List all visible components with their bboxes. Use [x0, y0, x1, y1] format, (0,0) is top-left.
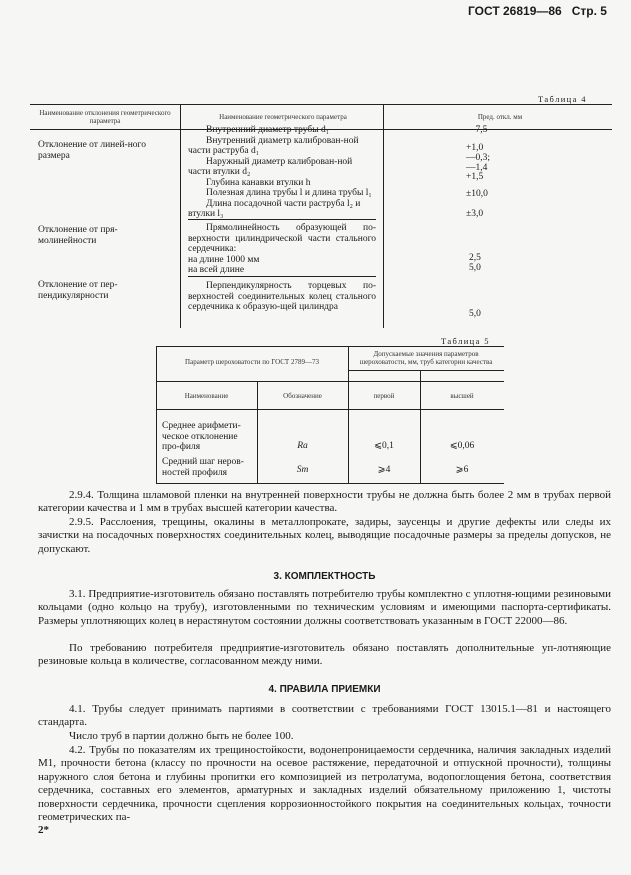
table5-row1-symbol: Ra: [297, 441, 308, 451]
table5-bottom-rule: [156, 483, 504, 484]
param-sleeve-diameter: Наружный диаметр калиброван-ной части втулки d₂: [188, 156, 353, 177]
param-straightness: Прямолинейность образующей по-верхности цилиндрической части стального сердечника:: [188, 223, 376, 254]
value-socket-diameter: +1,0: [466, 143, 484, 153]
value-sleeve-diameter-b: —1,4: [466, 163, 488, 173]
value-inner-diameter: —7,5: [466, 125, 488, 135]
deviation-perpendicularity: Отклонение от пер-пендикулярности: [38, 280, 118, 301]
para-4-1-b: Число труб в партии должно быть не более 100.: [69, 730, 294, 742]
table5-col-rule-3: [420, 370, 421, 483]
table5-row2-symbol: Sm: [296, 465, 309, 475]
section-4-title: 4. ПРАВИЛА ПРИЕМКИ: [268, 684, 381, 695]
deviation-straightness: Отклонение от пря-молинейности: [38, 225, 118, 246]
footer-mark: 2*: [38, 824, 49, 836]
param-list-linear: [188, 125, 376, 220]
table5-row2-highest: ⩾6: [455, 465, 469, 475]
para-4-1: 4.1. Трубы следует принимать партиями в соответствии с требованиями ГОСТ 13015.1—81 и настоящего стандарта.: [38, 703, 611, 729]
table4-head-tolerance: Пред. откл. мм: [477, 113, 523, 121]
table5-sub-symbol: Обозначение: [283, 392, 322, 400]
param-full-length: на всей длине: [188, 265, 245, 275]
table4-caption: Таблица 4: [538, 94, 587, 104]
param-seat-length: Длина посадочной части раструба l₂ и втулки l₃: [188, 198, 361, 219]
table5-row1-name: Среднее арифмети-ческое отклонение про-филя: [162, 421, 241, 452]
value-full-length: 5,0: [469, 263, 481, 273]
param-perpendicularity: Перпендикулярность торцевых по-верхностей соединительных колец стального сердечника к образую-щей цилиндра: [188, 281, 376, 312]
table5-head-allowed: Допускаемые значения параметров шероховатости, мм, труб категории качества: [359, 350, 493, 366]
table5-caption: Таблица 5: [441, 336, 490, 346]
param-socket-diameter: Внутренний диаметр калиброван-ной части раструба d₁: [188, 135, 359, 156]
table5-top-rule: [156, 346, 504, 347]
table5-row2-name: Средний шаг неров-ностей профиля: [162, 457, 244, 478]
para-2-9-5: 2.9.5. Расслоения, трещины, окалины в металлопрокате, задиры, заусенцы и другие дефекты или следы их зачистки на посадочных поверхностях соединительных колец, выводящие посадочные размеры за пределы допусков, не допускают.: [38, 516, 611, 555]
param-length-1000: на длине 1000 мм: [188, 254, 260, 265]
table5-head-param: Параметр шероховатости по ГОСТ 2789—73: [185, 358, 319, 366]
table5-head-rule: [156, 409, 504, 410]
table5-row1-first: ⩽0,1: [374, 441, 394, 451]
deviation-linear-size: Отклонение от линей-ного размера: [38, 140, 146, 161]
table5-left-rule: [156, 346, 157, 483]
page-header: [468, 4, 607, 18]
param-pipe-length: Полезная длина трубы l и длина трубы l₁: [206, 188, 372, 198]
table5-sub-rule: [156, 381, 504, 382]
value-pipe-length: ±10,0: [466, 189, 488, 199]
table4-top-rule: [30, 104, 612, 105]
section-3-title: 3. КОМПЛЕКТНОСТЬ: [273, 571, 376, 582]
page-number: Стр. 5: [571, 4, 607, 18]
value-length-1000: 2,5: [469, 253, 481, 263]
para-3-1: 3.1. Предприятие-изготовитель обязано поставлять потребителю трубы комплектно с уплотня-ющими резиновыми кольцами (одно кольцо на трубу), изготовленными по техническим условиям и имеющими паспорта-сертификаты. Размеры уплотняющих колец в нерастянутом состоянии должны соответствовать указанным в ГОСТ 22000—86.: [38, 588, 611, 627]
table5-sub-name: Наименование: [184, 392, 229, 400]
value-perpendicularity: 5,0: [469, 309, 481, 319]
table5-row2-first: ⩾4: [377, 465, 391, 475]
table5-col-rule-2: [348, 346, 349, 483]
para-4-2: 4.2. Трубы по показателям их трещиностойкости, водонепроницаемости сердечника, наличия закладных изделий М1, прочности бетона (классу по прочности на осевое растяжение, передаточной и отпускной прочности), толщины наружного слоя бетона и глубины пропитки его композицией из петролатума, водопоглощения бетона, соответствия сердечника, составных его элементов, арматурных и закладных изделий обязательному приложению 1, чистоты поверхности сердечника, прочности сцепления коррозионностойкого покрытия на соединительных кольцах, точности геометрических па-: [38, 744, 611, 824]
para-2-9-4: 2.9.4. Толщина шламовой пленки на внутренней поверхности трубы не должна быть более 2 мм в трубах первой категории качества и 1 мм в трубах высшей категории качества.: [38, 489, 611, 515]
table4-group-rule-2: [188, 276, 376, 277]
table5-col-rule-1: [257, 381, 258, 483]
param-groove-depth: Глубина канавки втулки h: [206, 177, 311, 188]
gost-number: ГОСТ 26819—86: [468, 4, 562, 18]
table5-row1-highest: ⩽0,06: [449, 441, 475, 451]
value-groove-depth: +1,5: [466, 172, 484, 182]
value-sleeve-diameter-a: —0,3;: [466, 153, 491, 163]
table4-head-parameter: Наименование геометрического параметра: [219, 113, 347, 121]
table4-col-rule-2: [383, 104, 384, 328]
table5-allowed-rule: [348, 370, 504, 371]
para-3-1-b: По требованию потребителя предприятие-изготовитель обязано поставлять дополнительные уп-лотняющие резиновые кольца в количестве, согласованном между ними.: [38, 642, 611, 668]
param-inner-diameter: Внутренний диаметр трубы d₁: [206, 125, 330, 135]
table5-sub-first: первой: [373, 392, 395, 400]
value-seat-length: ±3,0: [466, 209, 484, 219]
table5-sub-highest: высшей: [450, 392, 474, 400]
table4-head-deviation: Наименование отклонения геометрического параметра: [39, 109, 171, 125]
param-list-straightness: [188, 223, 376, 276]
table4-col-rule-1: [180, 104, 181, 328]
